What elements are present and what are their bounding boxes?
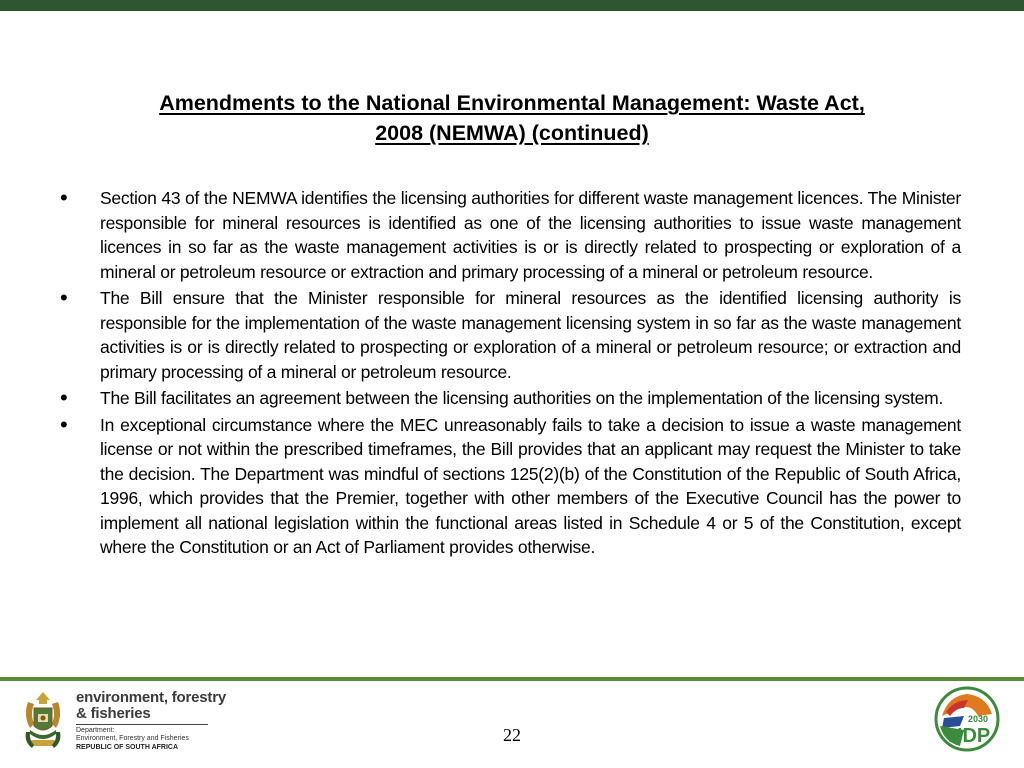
bullet-icon: • bbox=[60, 285, 68, 310]
bullet-item bbox=[58, 186, 961, 284]
department-name bbox=[76, 690, 226, 722]
department-rule bbox=[76, 724, 208, 725]
ndp-year: 2030 bbox=[968, 714, 989, 724]
bullet-icon: • bbox=[60, 185, 68, 210]
page-number: 22 bbox=[503, 725, 521, 745]
bullet-icon: • bbox=[60, 411, 68, 437]
department-logo bbox=[20, 688, 227, 754]
department-subtitle bbox=[76, 727, 189, 743]
slide-title-line-2: 2008 (NEMWA) (continued) bbox=[375, 121, 649, 145]
department-name-line-1: environment, forestry bbox=[76, 689, 227, 706]
bullet-item bbox=[58, 413, 961, 560]
bullet-text: In exceptional circumstance where the MEC unreasonably fails to take a decision to issue a waste management license or not within the prescribed timeframes, the Bill provides that an applicant may request the Minister to take the decision. The Department was mindful of sections 125(2)(b) of the Constitution of the Republic of South Africa, 1996, which provides that the Premier, together with other members of the Executive Council has the power to implement all national legislation within the functional areas listed in Schedule 4 or 5 of the Constitution, except where the Constitution or an Act of Parliament provides otherwise. bbox=[100, 414, 961, 557]
slide-title bbox=[60, 88, 964, 148]
coat-of-arms-icon bbox=[20, 688, 66, 754]
top-bar bbox=[0, 0, 1024, 11]
bullet-text: Section 43 of the NEMWA identifies the licensing authorities for different waste management licences. The Minister responsible for mineral resources is identified as one of the licensing authorities to issue waste management licences in so far as the waste management activities is or is directly related to prospecting or exploration of a mineral or petroleum resource or extraction and primary processing of a mineral or petroleum resource. bbox=[100, 188, 961, 282]
slide-title-line-1: Amendments to the National Environmental Management: Waste Act, bbox=[159, 91, 865, 115]
bullet-icon: • bbox=[60, 385, 68, 410]
department-subtitle-line-2: Environment, Forestry and Fisheries bbox=[76, 735, 189, 742]
bullet-list bbox=[58, 186, 961, 562]
department-name-line-2: & fisheries bbox=[76, 705, 151, 722]
bullet-item bbox=[58, 386, 961, 411]
bullet-text: The Bill facilitates an agreement between the licensing authorities on the implementation of the licensing system. bbox=[100, 388, 944, 408]
department-subtitle-line-1: Department: bbox=[76, 727, 115, 734]
bullet-item bbox=[58, 286, 961, 384]
ndp-2030-logo-icon bbox=[934, 686, 1000, 752]
department-country: REPUBLIC OF SOUTH AFRICA bbox=[76, 744, 179, 751]
footer-divider bbox=[0, 677, 1024, 681]
ndp-text: NDP bbox=[948, 725, 991, 747]
bullet-text: The Bill ensure that the Minister responsible for mineral resources as the identified licensing authority is responsible for the implementation of the waste management licensing system in so far as the waste management activities is or is directly related to prospecting or exploration of a mineral or petroleum resource; or extraction and primary processing of a mineral or petroleum resource. bbox=[100, 288, 961, 382]
